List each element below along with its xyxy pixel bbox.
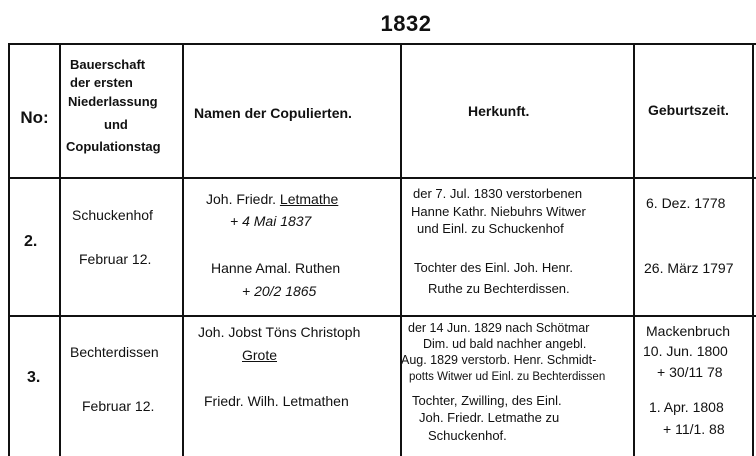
column-border-left (8, 43, 10, 456)
row-3-bride-origin-2: Joh. Friedr. Letmathe zu (419, 410, 560, 425)
row-2-date: Februar 12. (79, 251, 152, 267)
header-bauerschaft-1: Bauerschaft (70, 57, 146, 72)
row-3-groom-origin-2: Dim. ud bald nachher angebl. (423, 337, 587, 351)
row-2-groom-name (206, 191, 338, 207)
row-2-groom-origin-2: Hanne Kathr. Niebuhrs Witwer (411, 204, 586, 219)
page-title: 1832 (380, 11, 432, 36)
row-2-bride-origin-2: Ruthe zu Bechterdissen. (428, 281, 570, 296)
header-bauerschaft-4: und (104, 117, 128, 132)
row-3-groom-name: Joh. Jobst Töns Christoph (198, 324, 361, 340)
row-2-groom-prefix: Joh. Friedr. (206, 191, 280, 207)
header-bauerschaft-3: Niederlassung (68, 94, 158, 109)
row-2-groom-death: + 4 Mai 1837 (230, 213, 312, 229)
row-3-groom-origin-4: potts Witwer ud Einl. zu Bechterdissen (409, 371, 606, 383)
row-3-date: Februar 12. (82, 398, 155, 414)
row-divider (8, 315, 756, 317)
row-2-number: 2. (24, 233, 38, 250)
row-3-place: Bechterdissen (70, 344, 159, 360)
header-bottom-border (8, 177, 756, 179)
row-2-groom-surname: Letmathe (279, 191, 339, 207)
header-bauerschaft-2: der ersten (70, 75, 133, 90)
column-border-herkunft (633, 43, 635, 456)
row-2-groom-origin-3: und Einl. zu Schuckenhof (417, 221, 564, 236)
row-3-groom-birth-1: Mackenbruch (646, 323, 731, 339)
row-3-bride-name: Friedr. Wilh. Letmathen (204, 393, 349, 409)
row-2-bride-name: Hanne Amal. Ruthen (211, 260, 341, 276)
header-herkunft: Herkunft. (468, 103, 530, 119)
row-2-groom-origin-1: der 7. Jul. 1830 verstorbenen (413, 186, 583, 201)
column-border-bauerschaft (182, 43, 184, 456)
row-2-bride-origin-1: Tochter des Einl. Joh. Henr. (414, 260, 573, 275)
row-3-groom-birth-3: + 30/11 78 (657, 364, 723, 380)
row-2-groom-birth: 6. Dez. 1778 (646, 195, 726, 211)
column-border-geburtszeit (752, 43, 754, 456)
column-border-namen (400, 43, 402, 456)
row-3-bride-birth-1: 1. Apr. 1808 (649, 399, 724, 415)
header-no: No: (20, 108, 49, 127)
header-namen: Namen der Copulierten. (194, 105, 352, 121)
row-3-groom-birth-2: 10. Jun. 1800 (643, 343, 728, 359)
row-3-bride-origin-3: Schuckenhof. (428, 428, 507, 443)
row-3-bride-birth-2: + 11/1. 88 (663, 421, 725, 437)
row-2-place: Schuckenhof (72, 207, 153, 223)
row-3-groom-surname: Grote (242, 347, 278, 363)
header-geburtszeit: Geburtszeit. (648, 102, 729, 118)
row-3-groom-origin-1: der 14 Jun. 1829 nach Schötmar (408, 321, 590, 335)
row-3-bride-origin-1: Tochter, Zwilling, des Einl. (412, 393, 562, 408)
row-2-bride-death: + 20/2 1865 (242, 283, 317, 299)
row-2-bride-birth: 26. März 1797 (644, 260, 734, 276)
table-top-border (8, 43, 756, 45)
row-3-groom-origin-3: Aug. 1829 verstorb. Henr. Schmidt- (401, 353, 597, 367)
header-bauerschaft-5: Copulationstag (66, 139, 161, 154)
column-border-no (59, 43, 61, 456)
row-3-number: 3. (27, 369, 41, 386)
